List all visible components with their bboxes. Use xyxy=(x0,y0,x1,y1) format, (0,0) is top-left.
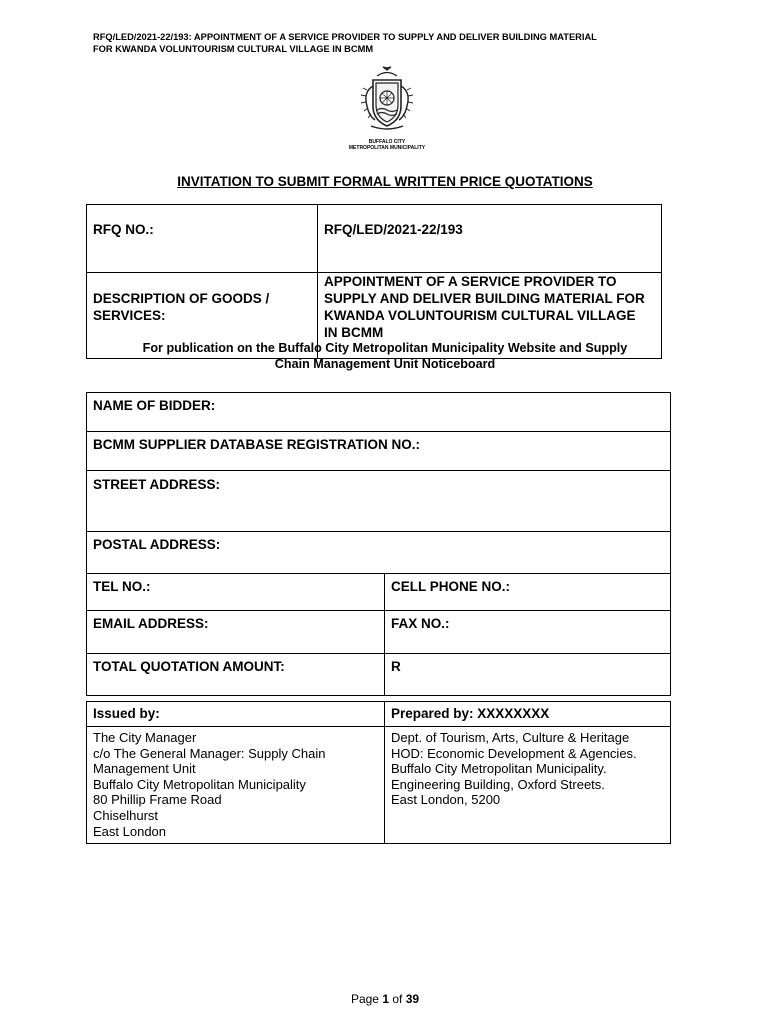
issued-line: c/o The General Manager: Supply Chain xyxy=(93,745,326,761)
email-fax-row xyxy=(87,611,671,654)
municipality-logo xyxy=(343,66,431,151)
bidder-details-table xyxy=(86,392,671,696)
prepared-line: Buffalo City Metropolitan Municipality. xyxy=(391,761,607,777)
footer-page-total: 39 xyxy=(405,992,420,1006)
issued-line: The City Manager xyxy=(93,730,197,745)
bidder-name-label: NAME OF BIDDER: xyxy=(87,393,671,432)
issued-line: Buffalo City Metropolitan Municipality xyxy=(93,776,306,792)
issuer-header-row xyxy=(87,702,671,727)
phone-row xyxy=(87,574,671,611)
logo-caption-line-2: METROPOLITAN MUNICIPALITY xyxy=(348,145,426,151)
prepared-line: East London, 5200 xyxy=(391,792,501,808)
registration-row xyxy=(87,432,671,471)
rfq-number-label: RFQ NO.: xyxy=(87,205,318,273)
page-title: INVITATION TO SUBMIT FORMAL WRITTEN PRICE QUOTATIONS xyxy=(177,174,593,189)
prepared-by-label: Prepared by: XXXXXXXX xyxy=(385,702,671,727)
postal-address-label: POSTAL ADDRESS: xyxy=(87,532,671,574)
registration-label: BCMM SUPPLIER DATABASE REGISTRATION NO.: xyxy=(87,432,671,471)
logo-caption-line-1: BUFFALO CITY xyxy=(368,139,406,145)
municipality-crest-icon xyxy=(343,66,431,134)
issued-line: East London xyxy=(93,823,167,839)
cell-label: CELL PHONE NO.: xyxy=(385,574,671,611)
postal-address-row xyxy=(87,532,671,574)
footer-of: of xyxy=(389,992,406,1006)
document-header xyxy=(93,31,693,55)
issuer-table xyxy=(86,701,671,844)
rfq-description-label: DESCRIPTION OF GOODS / SERVICES: xyxy=(87,273,318,359)
rfq-description-value: APPOINTMENT OF A SERVICE PROVIDER TO SUPPLY AND DELIVER BUILDING MATERIAL FOR KWANDA VOLUNTOURISM CULTURAL VILLAGE IN BCMM xyxy=(318,273,662,359)
logo-caption xyxy=(343,139,431,151)
issued-by-label: Issued by: xyxy=(87,702,385,727)
quotation-amount-row xyxy=(87,654,671,696)
fax-label: FAX NO.: xyxy=(385,611,671,654)
page-footer xyxy=(0,992,770,1006)
rfq-details-table xyxy=(86,204,662,359)
footer-page-number: 1 xyxy=(382,992,389,1006)
header-line-2: FOR KWANDA VOLUNTOURISM CULTURAL VILLAGE IN BCMM xyxy=(93,44,374,54)
publication-note xyxy=(0,340,770,372)
rfq-number-row xyxy=(87,205,662,273)
rfq-number-value: RFQ/LED/2021-22/193 xyxy=(318,205,662,273)
email-label: EMAIL ADDRESS: xyxy=(87,611,385,654)
prepared-line: Engineering Building, Oxford Streets. xyxy=(391,776,605,792)
publication-note-line-2: Chain Management Unit Noticeboard xyxy=(274,357,496,371)
header-line-1: RFQ/LED/2021-22/193: APPOINTMENT OF A SERVICE PROVIDER TO SUPPLY AND DELIVER BUILDING MATERIAL xyxy=(93,32,597,42)
prepared-line: HOD: Economic Development & Agencies. xyxy=(391,745,637,761)
issuer-body-row xyxy=(87,727,671,844)
quotation-amount-value: R xyxy=(385,654,671,696)
tel-label: TEL NO.: xyxy=(87,574,385,611)
prepared-line: Dept. of Tourism, Arts, Culture & Heritage xyxy=(391,730,630,745)
issued-line: Chiselhurst xyxy=(93,807,159,823)
street-address-label: STREET ADDRESS: xyxy=(87,471,671,532)
bidder-name-row xyxy=(87,393,671,432)
prepared-by-address xyxy=(385,727,671,844)
issued-line: 80 Phillip Frame Road xyxy=(93,792,222,808)
quotation-amount-label: TOTAL QUOTATION AMOUNT: xyxy=(87,654,385,696)
issued-by-address xyxy=(87,727,385,844)
publication-note-line-1: For publication on the Buffalo City Metropolitan Municipality Website and Supply xyxy=(142,341,628,355)
issued-line: Management Unit xyxy=(93,761,196,777)
street-address-row xyxy=(87,471,671,532)
footer-prefix: Page xyxy=(350,992,383,1006)
